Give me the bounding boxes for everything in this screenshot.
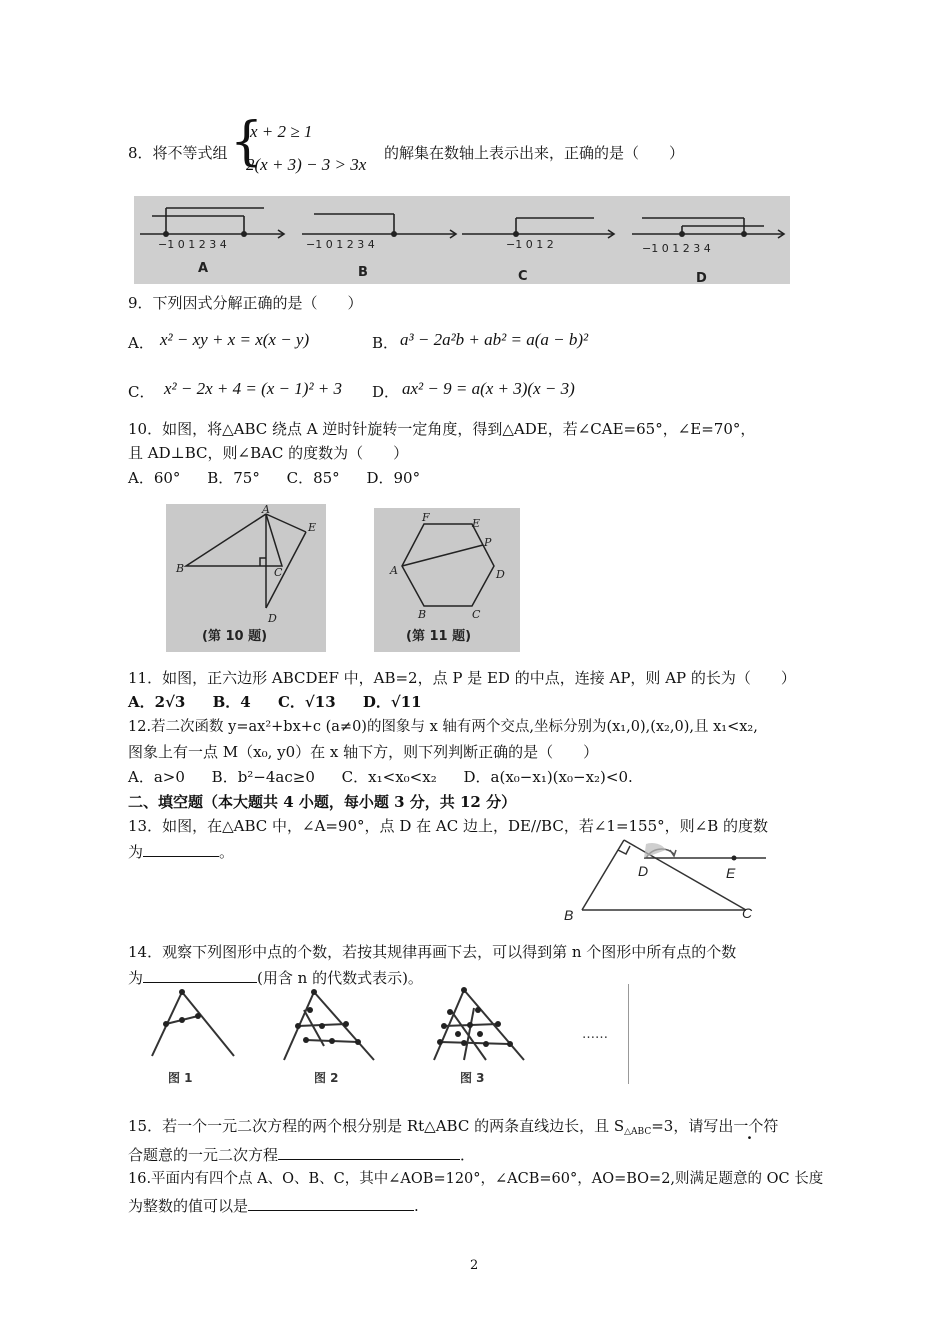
q10-label-c: C <box>274 566 283 579</box>
q15-suffix: ． <box>460 1146 476 1164</box>
q9-stem: 9．下列因式分解正确的是（ ） <box>128 294 363 312</box>
q8-option-a-label: A <box>198 261 209 276</box>
q8-inequality-1: x + 2 ≥ 1 <box>250 122 313 141</box>
q13-line-2 <box>128 840 234 863</box>
q10-line-2: 且 AD⊥BC，则∠BAC 的度数为（ ） <box>128 444 409 462</box>
q9-option-d-label: D． <box>372 383 400 401</box>
q14-answer-blank[interactable] <box>143 966 257 983</box>
q11-line-1: 11．如图，正六边形 ABCDEF 中，AB=2，点 P 是 ED 的中点，连接 AP，则 AP 的长为（ ） <box>128 669 796 687</box>
q13-figure <box>560 834 770 924</box>
q14-suffix: (用含 n 的代数式表示)。 <box>257 969 423 987</box>
q15-text-a: 15．若一个一元二次方程的两个根分别是 Rt△ABC 的两条直线边长，且 S <box>128 1117 625 1135</box>
q10-options <box>128 467 442 489</box>
q15-subscript: △ABC <box>624 1127 652 1137</box>
q9-option-c-expr: x² − 2x + 4 = (x − 1)² + 3 <box>164 379 343 398</box>
q14-divider <box>628 984 629 1084</box>
q10-figure-caption: (第 10 题) <box>202 629 268 644</box>
q11-label-e: E <box>472 517 481 530</box>
q11-figure-caption: (第 11 题) <box>406 629 472 644</box>
q10-option-d: D．90° <box>366 469 421 487</box>
q8-suffix: 的解集在数轴上表示出来，正确的是（ ） <box>384 144 685 162</box>
q10-option-c: C．85° <box>286 469 340 487</box>
q10-option-b: B．75° <box>207 469 260 487</box>
q13-answer-blank[interactable] <box>143 840 219 857</box>
q14-caption-3: 图 3 <box>460 1071 485 1085</box>
q10-figure <box>166 504 326 652</box>
q16-line-2 <box>128 1194 419 1217</box>
q11-label-f: F <box>422 511 430 524</box>
q8-option-d-label: D <box>696 271 707 284</box>
q11-options <box>128 691 444 713</box>
q10-option-a: A．60° <box>128 469 181 487</box>
q11-option-c: C．√13 <box>277 693 336 711</box>
q14-caption-2: 图 2 <box>314 1071 339 1085</box>
q9-option-a-expr: x² − xy + x = x(x − y) <box>160 330 310 349</box>
q14-line-1: 14．观察下列图形中点的个数，若按其规律再画下去，可以得到第 n 个图形中所有点的个数 <box>128 943 737 961</box>
q12-line-1: 12.若二次函数 y=ax²+bx+c (a≠0)的图象与 x 轴有两个交点,坐标分别为(x₁,0),(x₂,0),且 x₁<x₂, <box>128 719 758 735</box>
q8-option-c-label: C <box>518 269 528 284</box>
q13-label-b: B <box>564 907 574 923</box>
q8-option-b-label: B <box>358 265 368 280</box>
q11-option-d: D．√11 <box>362 693 422 711</box>
q15-emphasis: 一个 <box>733 1117 764 1135</box>
q10-label-e: E <box>308 521 317 534</box>
q16-prefix: 为整数的值可以是 <box>128 1197 249 1215</box>
q8-brace: { <box>230 112 264 172</box>
q14-caption-1: 图 1 <box>168 1071 193 1085</box>
q11-label-d: D <box>496 568 505 581</box>
q10-label-b: B <box>176 562 185 575</box>
q13-label-d: D <box>638 863 649 879</box>
q11-label-b: B <box>418 608 427 621</box>
q14-prefix: 为 <box>128 969 144 987</box>
q12-option-c: C．x₁<x₀<x₂ <box>341 768 437 786</box>
q9-option-c-label: C． <box>128 383 155 401</box>
q11-label-c: C <box>472 608 481 621</box>
q12-line-2: 图象上有一点 M（x₀, y0）在 x 轴下方，则下列判断正确的是（ ） <box>128 743 599 761</box>
q13-suffix: 。 <box>219 843 235 861</box>
q8-prefix: 8．将不等式组 <box>128 144 228 162</box>
q10-label-a: A <box>262 504 270 516</box>
q11-figure <box>374 508 520 652</box>
svg-text:−1 0 1 2: −1 0 1 2 <box>506 238 554 251</box>
q16-answer-blank[interactable] <box>248 1194 414 1211</box>
q11-option-a: A．2√3 <box>128 693 186 711</box>
q15-answer-blank[interactable] <box>278 1143 460 1160</box>
section-2-title: 二、填空题（本大题共 4 小题，每小题 3 分，共 12 分） <box>128 793 517 811</box>
q13-prefix: 为 <box>128 843 144 861</box>
q9-option-b-expr: a³ − 2a²b + ab² = a(a − b)² <box>400 330 589 349</box>
svg-text:−1 0 1 2 3 4: −1 0 1 2 3 4 <box>158 238 227 251</box>
q12-options <box>128 766 655 788</box>
q10-line-1: 10．如图，将△ABC 绕点 A 逆时针旋转一定角度，得到△ADE，若∠CAE=65°，∠E=70°， <box>128 420 756 438</box>
q12-option-d: D．a(x₀−x₁)(x₀−x₂)<0. <box>463 768 633 786</box>
svg-text:−1 0 1 2 3 4: −1 0 1 2 3 4 <box>642 242 711 255</box>
q8-inequality-2: 2(x + 3) − 3 > 3x <box>246 155 367 174</box>
q11-label-p: P <box>484 536 492 549</box>
q15-text-b: =3，请写出 <box>651 1117 734 1135</box>
q11-option-b: B．4 <box>212 693 251 711</box>
q11-label-a: A <box>390 564 398 577</box>
q9-option-a-label: A． <box>128 334 154 352</box>
q8-number-line-image <box>134 196 790 284</box>
svg-text:−1 0 1 2 3 4: −1 0 1 2 3 4 <box>306 238 375 251</box>
page-number: 2 <box>470 1258 479 1273</box>
q15-line-2 <box>128 1143 475 1166</box>
q14-figures <box>134 986 634 1086</box>
q13-line-1: 13．如图，在△ABC 中，∠A=90°，点 D 在 AC 边上，DE//BC，若∠1=155°，则∠B 的度数 <box>128 817 768 835</box>
q12-option-b: B．b²−4ac≥0 <box>211 768 315 786</box>
q12-option-a: A．a>0 <box>128 768 185 786</box>
q13-label-c: C <box>742 905 753 921</box>
q9-option-d-expr: ax² − 9 = a(x + 3)(x − 3) <box>402 379 575 398</box>
q9-option-b-label: B． <box>372 334 399 352</box>
q16-suffix: . <box>414 1197 419 1215</box>
q15-text-c: 符 <box>763 1117 779 1135</box>
q15-line-1 <box>128 1115 778 1143</box>
q10-label-d: D <box>268 612 277 625</box>
q13-label-e: E <box>726 865 736 881</box>
q16-line-1: 16.平面内有四个点 A、O、B、C，其中∠AOB=120°，∠ACB=60°，AO=BO=2,则满足题意的 OC 长度 <box>128 1171 824 1187</box>
q14-ellipsis: …… <box>582 1027 608 1042</box>
q15-prefix: 合题意的一元二次方程 <box>128 1146 279 1164</box>
